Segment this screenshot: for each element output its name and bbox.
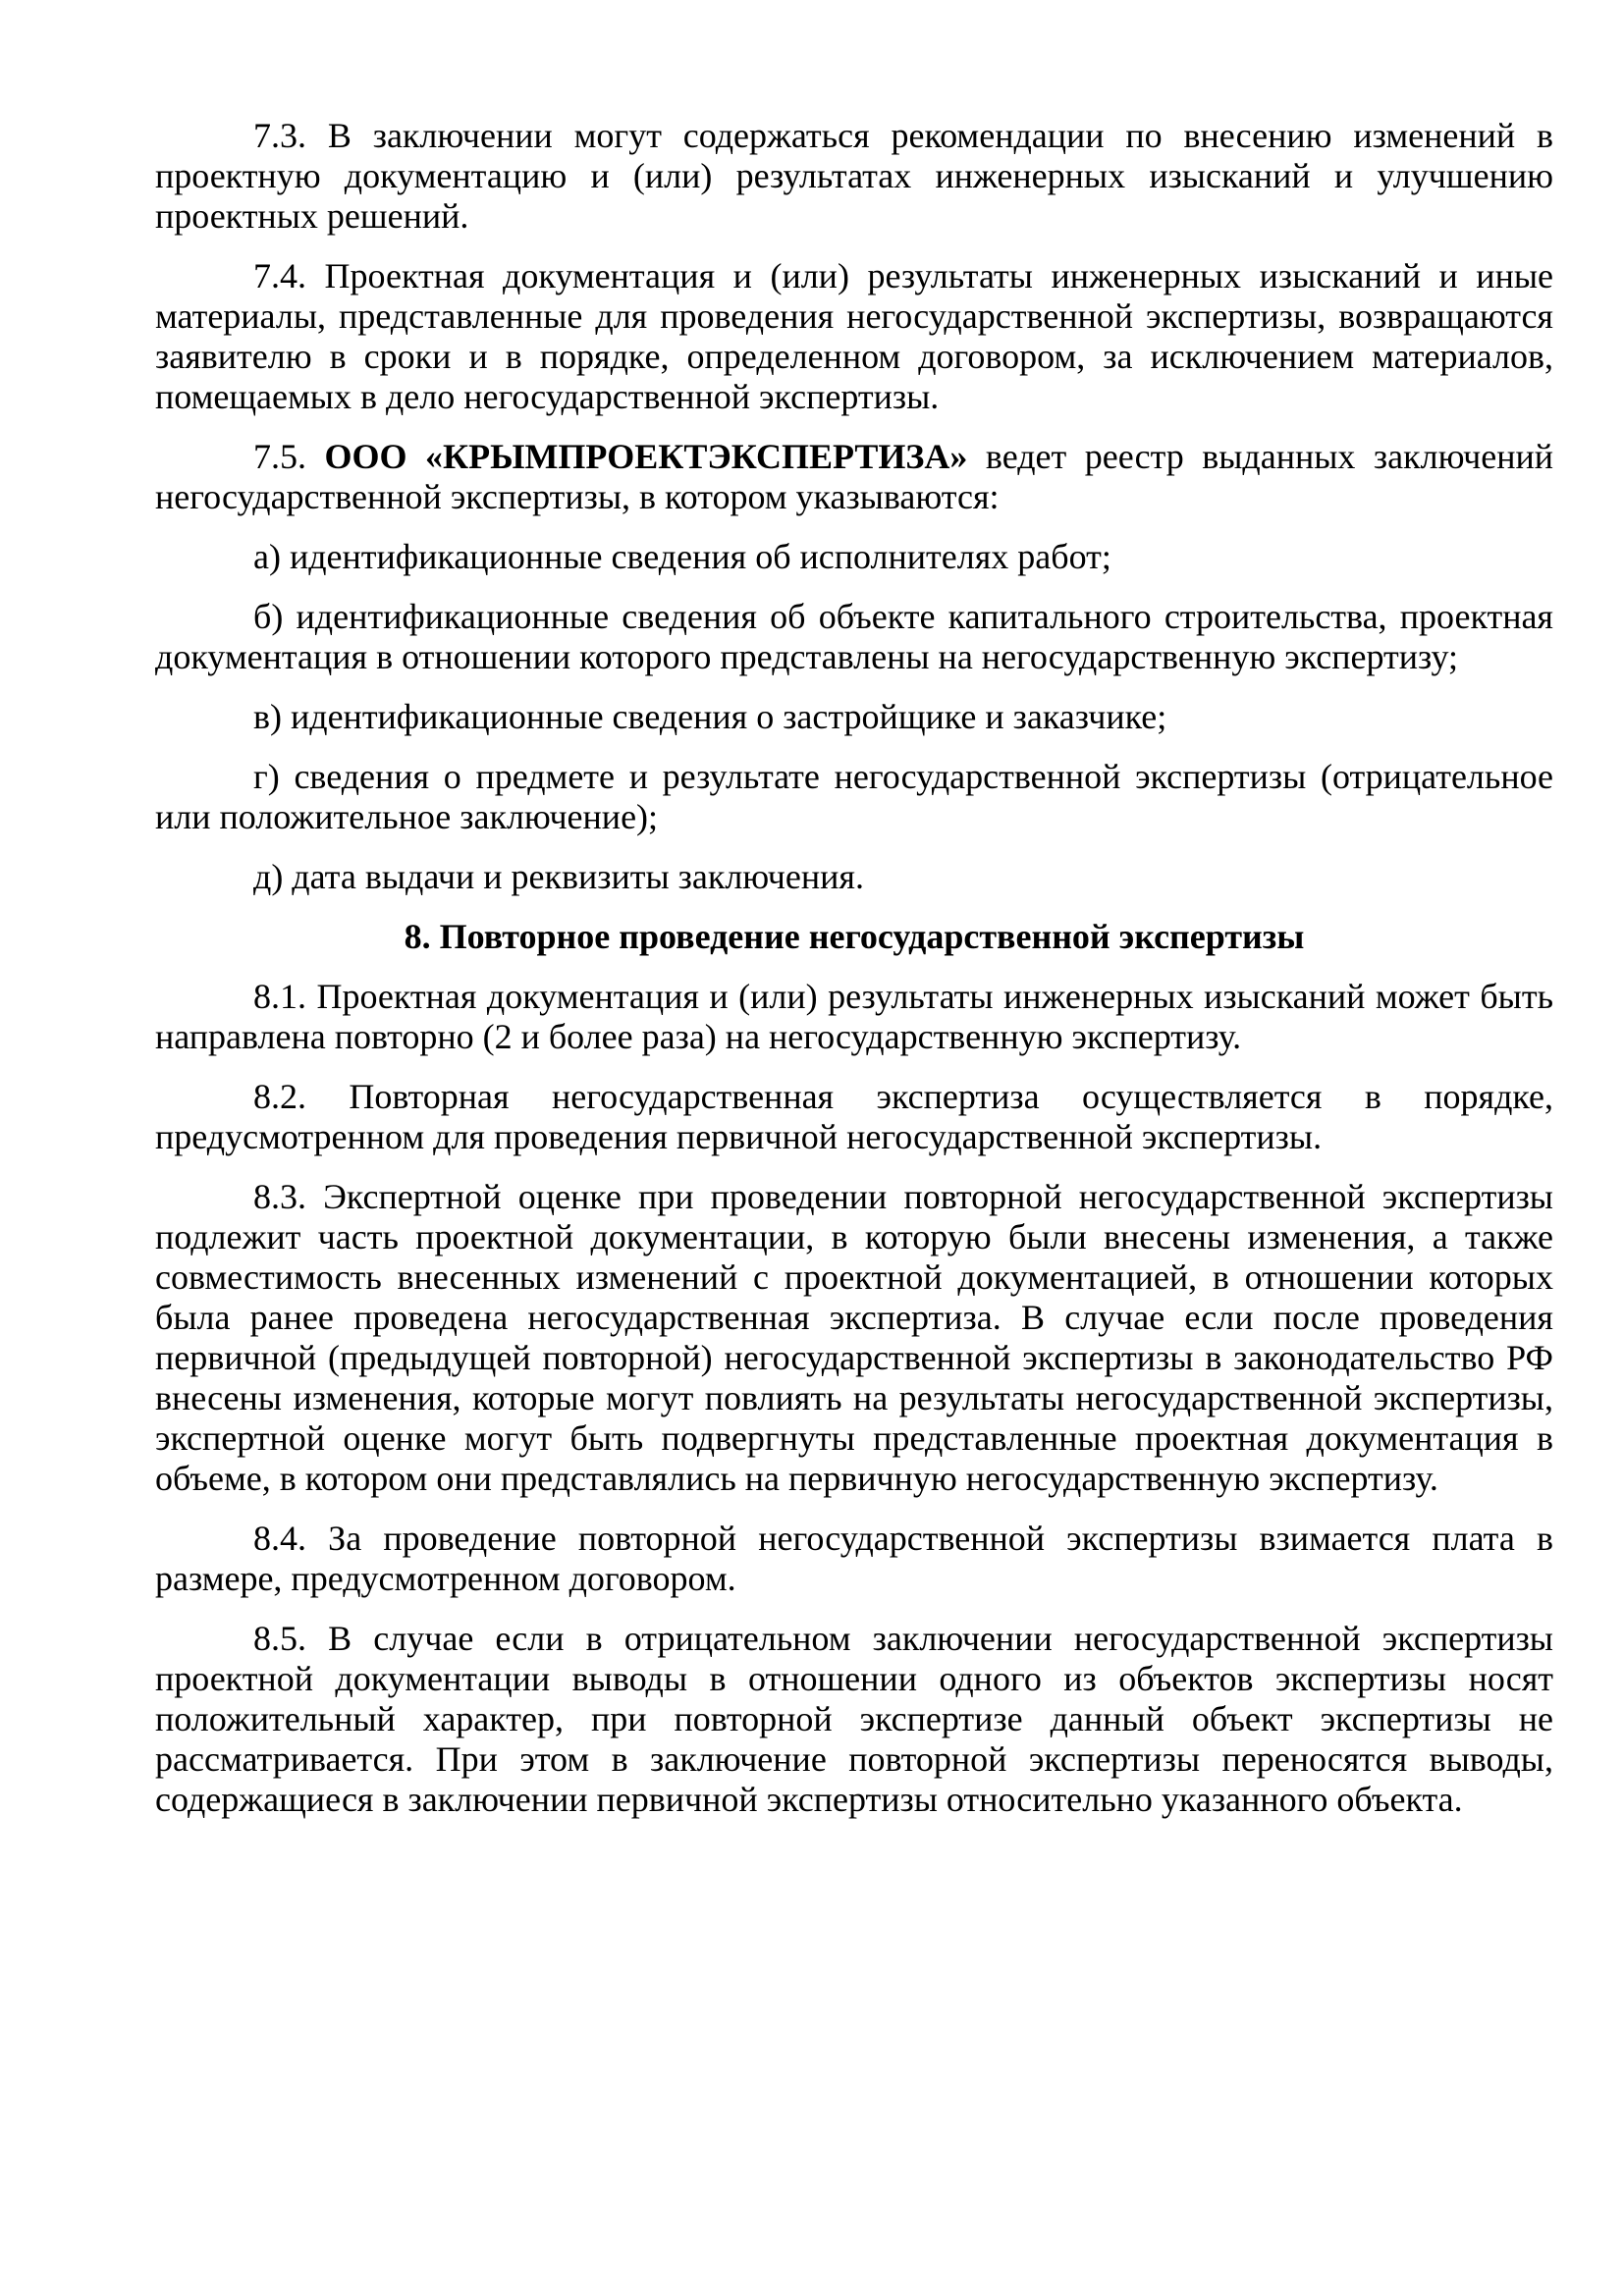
paragraph-8-4: 8.4. За проведение повторной негосударственной экспертизы взимается плата в размере, предусмотренном договором. xyxy=(155,1519,1553,1598)
list-item-a: а) идентификационные сведения об исполнителях работ; xyxy=(253,537,1111,576)
paragraph-8-3: 8.3. Экспертной оценке при проведении повторной негосударственной экспертизы подлежит часть проектной документации, в которую были внесены изменения, а также совместимость внесенных изменений с проектной документацией, в отношении которых была ранее проведена негосударственная экспертиза. В случае если после проведения первичной (предыдущей повторной) негосударственной экспертизы в законодательство РФ внесены изменения, которые могут повлиять на результаты негосударственной экспертизы, экспертной оценке могут быть подвергнуты представленные проектная документация в объеме, в котором они представлялись на первичную негосударственную экспертизу. xyxy=(155,1177,1553,1498)
paragraph-7-3: 7.3. В заключении могут содержаться рекомендации по внесению изменений в проектную документацию и (или) результатах инженерных изысканий и улучшению проектных решений. xyxy=(155,116,1553,236)
paragraph-8-1: 8.1. Проектная документация и (или) результаты инженерных изысканий может быть направлена повторно (2 и более раза) на негосударственную экспертизу. xyxy=(155,977,1553,1056)
organization-name: ООО «КРЫМПРОЕКТЭКСПЕРТИЗА» xyxy=(324,437,968,476)
list-item-g: г) сведения о предмете и результате негосударственной экспертизы (отрицательное или положительное заключение); xyxy=(155,757,1553,836)
paragraph-7-4: 7.4. Проектная документация и (или) результаты инженерных изысканий и иные материалы, представленные для проведения негосударственной экспертизы, возвращаются заявителю в сроки и в порядке, определенном договором, за исключением материалов, помещаемых в дело негосударственной экспертизы. xyxy=(155,256,1553,416)
list-item-d: д) дата выдачи и реквизиты заключения. xyxy=(253,857,864,896)
paragraph-7-5 xyxy=(155,437,1553,517)
paragraph-7-5-prefix: 7.5. xyxy=(253,437,325,476)
section-8-heading: 8. Повторное проведение негосударственной экспертизы xyxy=(404,917,1305,956)
paragraph-8-2: 8.2. Повторная негосударственная экспертиза осуществляется в порядке, предусмотренном для проведения первичной негосударственной экспертизы. xyxy=(155,1077,1553,1156)
document-body xyxy=(155,116,1553,1840)
list-item-v: в) идентификационные сведения о застройщике и заказчике; xyxy=(253,697,1167,736)
paragraph-7-5-suffix: ведет реестр выданных заключений негосударственной экспертизы, в котором указываются: xyxy=(155,437,1553,516)
list-item-b: б) идентификационные сведения об объекте капитального строительства, проектная документация в отношении которого представлены на негосударственную экспертизу; xyxy=(155,597,1553,676)
paragraph-8-5: 8.5. В случае если в отрицательном заключении негосударственной экспертизы проектной документации выводы в отношении одного из объектов экспертизы носят положительный характер, при повторной экспертизе данный объект экспертизы не рассматривается. При этом в заключение повторной экспертизы переносятся выводы, содержащиеся в заключении первичной экспертизы относительно указанного объекта. xyxy=(155,1619,1553,1819)
